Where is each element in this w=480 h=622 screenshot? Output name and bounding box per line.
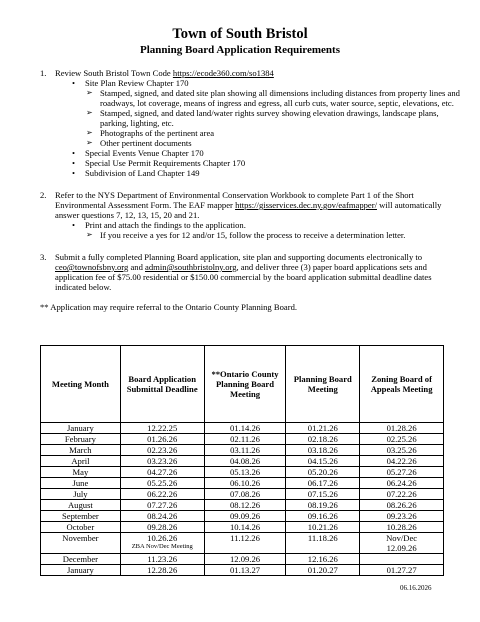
cell-text: Nov/Dec bbox=[386, 533, 418, 543]
table-cell: 12.09.26 bbox=[204, 554, 286, 565]
sub-bullets bbox=[55, 88, 460, 148]
bullet-text: Print and attach the findings to the application. bbox=[85, 220, 246, 230]
table-cell: 03.23.26 bbox=[120, 456, 204, 467]
table-cell bbox=[204, 533, 286, 554]
col-zba-meeting: Zoning Board of Appeals Meeting bbox=[360, 346, 444, 423]
requirement-item-1 bbox=[40, 68, 460, 178]
item-text-b: and bbox=[128, 262, 146, 272]
table-cell: 08.12.26 bbox=[204, 500, 286, 511]
table-cell: 08.19.26 bbox=[286, 500, 360, 511]
sub-bullet-text: Photographs of the pertinent area bbox=[100, 128, 215, 138]
admin-email-link[interactable]: admin@southbristolny.org bbox=[145, 262, 237, 272]
table-cell: 01.27.27 bbox=[360, 565, 444, 576]
table-cell bbox=[286, 533, 360, 554]
table-cell bbox=[41, 533, 121, 554]
item-text-c: , and deliver three (3) paper board applications sets and application fee of $75.00 residential or $150.00 commercial by the board application submittal deadline dates indicated below. bbox=[55, 262, 432, 292]
list-item bbox=[55, 220, 460, 240]
table-cell: 05.13.26 bbox=[204, 467, 286, 478]
table-cell: 01.13.27 bbox=[204, 565, 286, 576]
item-number: 3. bbox=[40, 252, 47, 262]
table-cell: 02.23.26 bbox=[120, 445, 204, 456]
table-cell: 05.25.26 bbox=[120, 478, 204, 489]
table-row bbox=[41, 478, 444, 489]
sub-bullet-text: Stamped, signed, and dated site plan showing all dimensions including distances from property lines and roadways, lot coverage, means of ingress and egress, all curb cuts, water source, septic, elevations, etc. bbox=[100, 88, 460, 108]
list-item bbox=[55, 128, 460, 138]
footer-date: 06.16.2026 bbox=[400, 584, 432, 592]
item-number: 2. bbox=[40, 190, 47, 200]
bullet-icon: • bbox=[72, 220, 76, 230]
arrow-bullet-icon: ➢ bbox=[86, 230, 93, 239]
table-cell: 01.26.26 bbox=[120, 434, 204, 445]
arrow-bullet-icon: ➢ bbox=[86, 138, 93, 147]
table-cell: 12.16.26 bbox=[286, 554, 360, 565]
cell-text: November bbox=[62, 533, 99, 543]
table-cell: 09.16.26 bbox=[286, 511, 360, 522]
list-item bbox=[55, 138, 460, 148]
table-cell: 04.15.26 bbox=[286, 456, 360, 467]
table-cell: 05.27.26 bbox=[360, 467, 444, 478]
col-submittal-deadline: Board Application Submittal Deadline bbox=[120, 346, 204, 423]
item-text-a: Refer to the NYS Department of Environmental Conservation Workbook to complete Part 1 of the Short Environmental Assessment Form. The EAF mapper bbox=[55, 190, 414, 210]
cell-text: 11.18.26 bbox=[307, 533, 338, 543]
cell-text: ZBA Nov/Dec Meeting bbox=[131, 543, 193, 550]
table-cell: 12.28.26 bbox=[120, 565, 204, 576]
page-subtitle: Planning Board Application Requirements bbox=[140, 44, 340, 56]
bullet-text: Site Plan Review Chapter 170 bbox=[85, 78, 189, 88]
item-text: Review South Bristol Town Code bbox=[55, 68, 173, 78]
table-cell: December bbox=[41, 554, 121, 565]
table-cell: 01.21.26 bbox=[286, 423, 360, 434]
item-1-bullets bbox=[55, 78, 460, 178]
bullet-icon: • bbox=[72, 148, 76, 158]
table-cell: 11.23.26 bbox=[120, 554, 204, 565]
table-cell: 04.27.26 bbox=[120, 467, 204, 478]
table-cell: 07.15.26 bbox=[286, 489, 360, 500]
table-cell: September bbox=[41, 511, 121, 522]
table-cell: 01.28.26 bbox=[360, 423, 444, 434]
list-item bbox=[55, 230, 460, 240]
table-cell: 03.11.26 bbox=[204, 445, 286, 456]
table-row bbox=[41, 533, 444, 554]
table-cell: 10.21.26 bbox=[286, 522, 360, 533]
list-item bbox=[55, 148, 460, 158]
bullet-icon: • bbox=[72, 158, 76, 168]
table-cell: 06.10.26 bbox=[204, 478, 286, 489]
table-row bbox=[41, 511, 444, 522]
table-cell: 06.17.26 bbox=[286, 478, 360, 489]
table-cell: 07.08.26 bbox=[204, 489, 286, 500]
table-cell: 08.26.26 bbox=[360, 500, 444, 511]
table-cell: January bbox=[41, 565, 121, 576]
table-cell: 04.22.26 bbox=[360, 456, 444, 467]
bullet-icon: • bbox=[72, 78, 76, 88]
table-cell: 08.24.26 bbox=[120, 511, 204, 522]
table-row bbox=[41, 423, 444, 434]
sub-bullets bbox=[55, 230, 460, 240]
table-cell: 01.14.26 bbox=[204, 423, 286, 434]
table-cell: 09.09.26 bbox=[204, 511, 286, 522]
page-title: Town of South Bristol bbox=[172, 26, 308, 42]
arrow-bullet-icon: ➢ bbox=[86, 108, 93, 117]
table-cell: June bbox=[41, 478, 121, 489]
table-cell: January bbox=[41, 423, 121, 434]
cell-text: 10.26.26 bbox=[147, 533, 178, 543]
table-cell: 03.25.26 bbox=[360, 445, 444, 456]
table-row bbox=[41, 500, 444, 511]
table-row bbox=[41, 434, 444, 445]
col-meeting-month: Meeting Month bbox=[41, 346, 121, 423]
requirements-list bbox=[40, 68, 460, 312]
table-row bbox=[41, 445, 444, 456]
table-cell: 06.22.26 bbox=[120, 489, 204, 500]
bullet-icon: • bbox=[72, 168, 76, 178]
table-row bbox=[41, 522, 444, 533]
bullet-text: Subdivision of Land Chapter 149 bbox=[85, 168, 200, 178]
table-cell: October bbox=[41, 522, 121, 533]
cell-text: 12.09.26 bbox=[386, 543, 417, 553]
bullet-text: Special Events Venue Chapter 170 bbox=[85, 148, 204, 158]
meeting-schedule-table bbox=[40, 345, 444, 576]
list-item bbox=[55, 158, 460, 168]
table-cell: 06.24.26 bbox=[360, 478, 444, 489]
table-cell: 03.18.26 bbox=[286, 445, 360, 456]
sub-bullet-text: Stamped, signed, and dated land/water rights survey showing elevation drawings, landscape plans, parking, lighting, etc. bbox=[100, 108, 439, 128]
requirement-item-3 bbox=[40, 252, 460, 292]
table-cell: August bbox=[41, 500, 121, 511]
item-text-b: will automatically answer questions 7, 12, 13, 15, 20 and 21. bbox=[55, 200, 442, 220]
table-body bbox=[41, 423, 444, 576]
table-row bbox=[41, 489, 444, 500]
table-cell: 01.20.27 bbox=[286, 565, 360, 576]
arrow-bullet-icon: ➢ bbox=[86, 128, 93, 137]
table-cell: 05.20.26 bbox=[286, 467, 360, 478]
table-row bbox=[41, 456, 444, 467]
item-2-bullets bbox=[55, 220, 460, 240]
sub-bullet-text: If you receive a yes for 12 and/or 15, follow the process to receive a determination letter. bbox=[100, 230, 406, 240]
table-cell: 12.22.25 bbox=[120, 423, 204, 434]
arrow-bullet-icon: ➢ bbox=[86, 88, 93, 97]
table-cell: July bbox=[41, 489, 121, 500]
table-cell bbox=[360, 533, 444, 554]
item-text-a: Submit a fully completed Planning Board application, site plan and supporting documents electronically to bbox=[55, 252, 423, 262]
table-cell: 02.11.26 bbox=[204, 434, 286, 445]
table-cell: 04.08.26 bbox=[204, 456, 286, 467]
table-cell: 07.27.26 bbox=[120, 500, 204, 511]
table-cell: 02.18.26 bbox=[286, 434, 360, 445]
eaf-mapper-link[interactable]: https://gisservices.dec.ny.gov/eafmapper/ bbox=[235, 200, 377, 210]
table-cell: 02.25.26 bbox=[360, 434, 444, 445]
table-cell bbox=[360, 554, 444, 565]
referral-note: ** Application may require referral to the Ontario County Planning Board. bbox=[40, 302, 298, 312]
requirement-item-2 bbox=[40, 190, 460, 240]
list-item bbox=[55, 168, 460, 178]
table-cell: March bbox=[41, 445, 121, 456]
table-cell: 09.28.26 bbox=[120, 522, 204, 533]
table-header-row bbox=[41, 346, 444, 423]
item-number: 1. bbox=[40, 68, 47, 78]
table-cell: 07.22.26 bbox=[360, 489, 444, 500]
ceo-email-link[interactable]: ceo@townofsbny.org bbox=[55, 262, 129, 272]
table-row bbox=[41, 554, 444, 565]
table-cell: February bbox=[41, 434, 121, 445]
bullet-text: Special Use Permit Requirements Chapter 170 bbox=[85, 158, 246, 168]
table-row bbox=[41, 467, 444, 478]
sub-bullet-text: Other pertinent documents bbox=[100, 138, 192, 148]
col-county-meeting: **Ontario County Planning Board Meeting bbox=[204, 346, 286, 423]
table-cell: 10.14.26 bbox=[204, 522, 286, 533]
table-row bbox=[41, 565, 444, 576]
list-item bbox=[55, 88, 460, 108]
list-item bbox=[55, 78, 460, 148]
table-cell bbox=[120, 533, 204, 554]
list-item bbox=[55, 108, 460, 128]
table-cell: May bbox=[41, 467, 121, 478]
table-cell: 09.23.26 bbox=[360, 511, 444, 522]
col-planning-meeting: Planning Board Meeting bbox=[286, 346, 360, 423]
town-code-link[interactable]: https://ecode360.com/so1384 bbox=[172, 68, 274, 78]
cell-text: 11.12.26 bbox=[230, 533, 260, 543]
table-cell: 10.28.26 bbox=[360, 522, 444, 533]
table-cell: April bbox=[41, 456, 121, 467]
